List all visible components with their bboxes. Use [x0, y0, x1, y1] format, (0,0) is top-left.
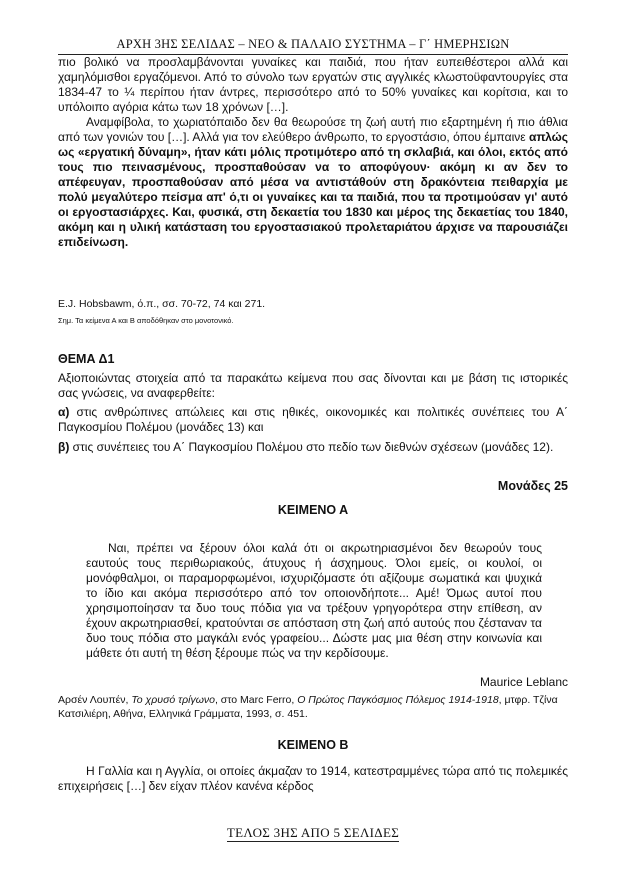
- passage-paragraph-2-bold: απλώς ως «εργατική δύναμη», ήταν κάτι μόλις προτιμότερο από τη σκλαβιά, και όλοι, εκτός από τους πιο πεινασμένους, προσπαθούσαν να το αποφύγουν· ακόμη κι αν δεν το απέφευγαν, προσπαθούσαν από μέσα να αντιστάθούν στη δρακόντεια πειθαρχία με πολύ μεγαλύτερο πείσμα απ' ό,τι οι γυναίκες και τα παιδιά, που τα προτιμούσαν γι' αυτό οι εργοστασιάρχες. Και, φυσικά, στη δεκαετία του 1830 και μέρος της δεκαετίας του 1840, ακόμη και η υλική κατάσταση του εργοστασιακού προλεταριάτου άρχισε να παρουσιάζει επιδείνωση.: [58, 130, 568, 249]
- ref-part-2: Το χρυσό τρίγωνο: [131, 694, 215, 706]
- question-a-text: στις ανθρώπινες απώλειες και στις ηθικές, οικονομικές και πολιτικές συνέπειες του Α΄ Παγκοσμίου Πολέμου (μονάδες 13) και: [58, 405, 568, 434]
- text-b-title: ΚΕΙΜΕΝΟ Β: [277, 738, 349, 752]
- text-a-reference: [58, 693, 568, 721]
- passage-paragraph-2-normal: Αναμφίβολα, το χωριατόπαιδο δεν θα θεωρούσε τη ζωή αυτή πιο εξαρτημένη ή πιο άθλια από των γονιών του […]. Αλλά για τον ελεύθερο άνθρωπο, το εργοστάσιο, όπου έμπαινε: [58, 115, 568, 144]
- question-b: [58, 440, 568, 455]
- text-a-title: ΚΕΙΜΕΝΟ Α: [277, 503, 349, 517]
- text-b-paragraph: Η Γαλλία και η Αγγλία, οι οποίες άκμαζαν το 1914, κατεστραμμένες τώρα από τις πολεμικές επιχειρήσεις […] δεν είχαν πλέον κανένα κέρδος: [58, 764, 568, 793]
- marks-total: Μονάδες 25: [497, 479, 568, 493]
- question-b-label: β): [58, 440, 70, 454]
- theme-intro: Αξιοποιώντας στοιχεία από τα παρακάτω κείμενα που σας δίνονται και με βάση τις ιστορικές σας γνώσεις, να αναφερθείτε:: [58, 371, 568, 400]
- text-a-paragraph: Ναι, πρέπει να ξέρουν όλοι καλά ότι οι ακρωτηριασμένοι δεν θεωρούν τους εαυτούς τους περιθωριακούς, άτυχους ή άσχημους. Όλοι εμείς, οι κουλοί, οι μονόφθαλμοι, οι παραμορφωμένοι, ισχυριζόμαστε ότι αξίζουμε σωματικά και ψυχικά το ίδιο και ακόμα περισσότερο από τον οποιονδήποτε... Αμέ! Όμως αυτοί που χρησιμοποίησαν τα δυο τους πόδια για να τρέξουν γρηγορότερα στην επίθεση, αν έχουν ακρωτηριασθεί, κρατούνται σε απόσταση στη ζωή από αυτούς που ζέσταναν τα δυο τους πόδια στο μαγκάλι ενός γραφείου... Δώστε μας μια θέση στην κοινωνία και μάθετε ότι αυτή τη θέση ξέρουμε πώς να την κερδίσουμε.: [86, 541, 542, 660]
- question-a: [58, 405, 568, 435]
- monotonic-note: Σημ. Τα κείμενα Α και Β αποδόθηκαν στο μονοτονικό.: [58, 316, 234, 325]
- passage-continuation: [58, 55, 568, 250]
- passage-paragraph-1: πιο βολικό να προσλαμβάνονται γυναίκες και παιδιά, που ήταν ευπειθέστεροι αλλά και χαμηλόμισθοι εργαζόμενοι. Από το σύνολο των εργατών στις αγγλικές κλωστοϋφαντουργίες στα 1834-47 το ¼ περίπου ήταν άντρες, περισσότερο από το 50% γυναίκες και κορίτσια, και το υπόλοιπο αγόρια κάτω των 18 χρόνων […].: [58, 55, 568, 114]
- page-header: ΑΡΧΗ 3ΗΣ ΣΕΛΙΔΑΣ – ΝΕΟ & ΠΑΛΑΙΟ ΣΥΣΤΗΜΑ – Γ΄ ΗΜΕΡΗΣΙΩΝ: [58, 37, 568, 55]
- text-b-body: [58, 764, 568, 794]
- ref-part-1: Αρσέν Λουπέν,: [58, 694, 132, 706]
- question-b-text: στις συνέπειες του Α΄ Παγκοσμίου Πολέμου στο πεδίο των διεθνών σχέσεων (μονάδες 12).: [69, 440, 554, 454]
- passage-paragraph-2: [58, 115, 568, 250]
- ref-part-4: Ο Πρώτος Παγκόσμιος Πόλεμος 1914-1918: [297, 694, 499, 706]
- page-footer-text: ΤΕΛΟΣ 3ΗΣ ΑΠΟ 5 ΣΕΛΙΔΕΣ: [226, 825, 400, 840]
- ref-part-5: , μτφρ. Τζίνα Κατσιλιέρη, Αθήνα, Ελληνικά Γράμματα, 1993, σ. 451.: [58, 694, 558, 720]
- theme-title: ΘΕΜΑ Δ1: [58, 352, 115, 366]
- question-a-label: α): [58, 405, 70, 419]
- text-a-body: [86, 541, 542, 661]
- page-footer: [58, 825, 568, 841]
- ref-part-3: , στο Marc Ferro,: [214, 694, 298, 706]
- text-a-author: Maurice Leblanc: [479, 675, 568, 689]
- source-citation-hobsbawm: E.J. Hobsbawm, ό.π., σσ. 70-72, 74 και 271.: [58, 298, 266, 310]
